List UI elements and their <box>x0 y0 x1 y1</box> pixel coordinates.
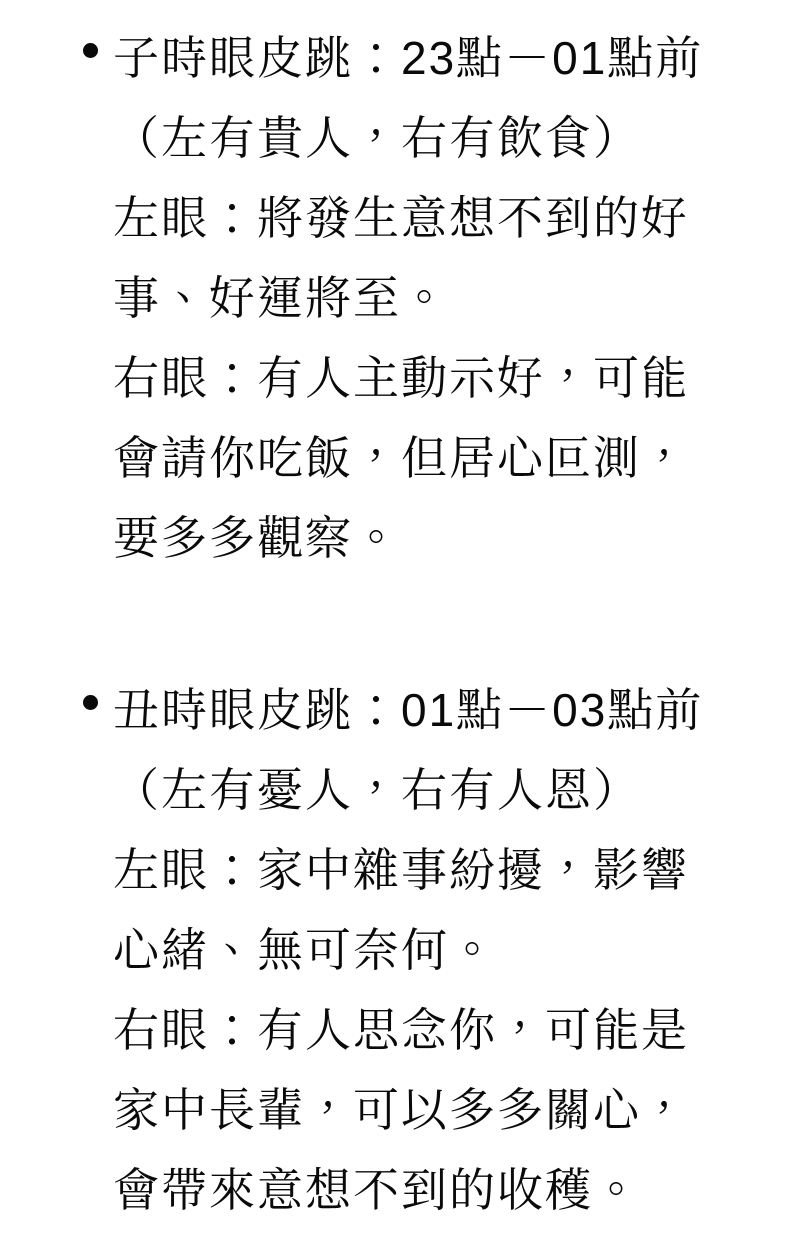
text-line: 子時眼皮跳：23點－01點前 <box>113 32 704 84</box>
text-line: 丑時眼皮跳：01點－03點前 <box>113 684 704 736</box>
text-line: （左有憂人，右有人恩） <box>113 764 641 816</box>
text-line: 家中長輩，可以多多關心， <box>113 1084 689 1136</box>
text-line: （左有貴人，右有飲食） <box>113 112 641 164</box>
text-line: 會帶來意想不到的收穫。 <box>113 1164 641 1216</box>
text-line: 事、好運將至。 <box>113 272 449 324</box>
text-line: 會請你吃飯，但居心叵測， <box>113 432 689 484</box>
bullet-item-chou-hour <box>0 670 800 1230</box>
bullet-marker <box>83 43 98 58</box>
bullet-item-zi-hour <box>0 18 800 578</box>
bullet-marker <box>83 695 98 710</box>
text-line: 右眼：有人主動示好，可能 <box>113 352 689 404</box>
text-line: 心緒、無可奈何。 <box>113 924 497 976</box>
text-line: 左眼：家中雜事紛擾，影響 <box>113 844 689 896</box>
text-line: 右眼：有人思念你，可能是 <box>113 1004 689 1056</box>
text-line: 要多多觀察。 <box>113 512 401 564</box>
text-line: 左眼：將發生意想不到的好 <box>113 192 689 244</box>
